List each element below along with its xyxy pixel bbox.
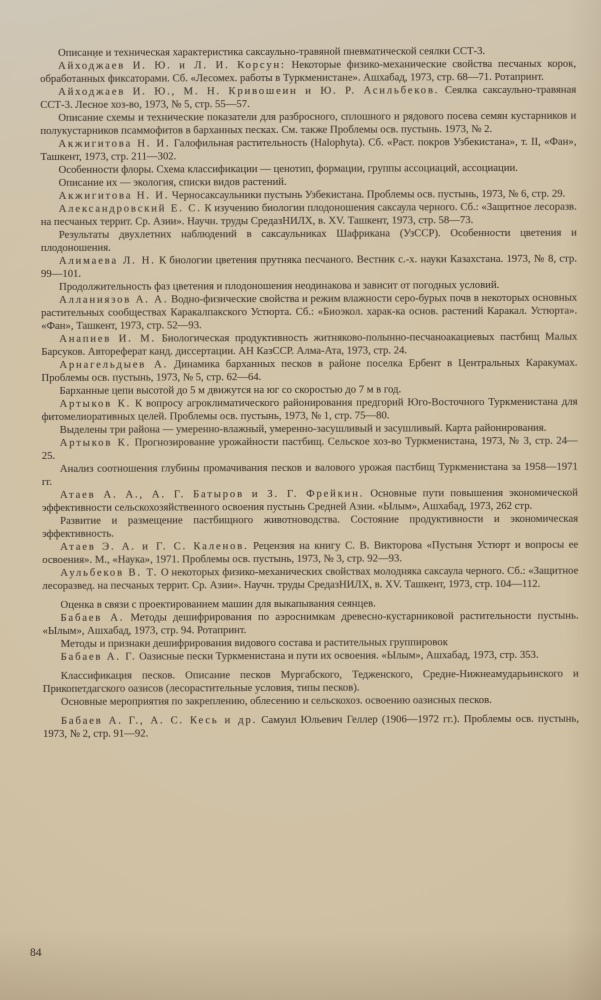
bib-annotation: Описание и техническая характеристика саксаульно-травяной пневматической сеялки ССТ-3. (57, 45, 486, 59)
bib-annotation: Особенности флоры. Схема классификации — ценотип, формации, группы ассоциаций, ассоциации. (58, 161, 518, 176)
author-name: Бабаев А. Г., А. С. Кесь и др. (60, 714, 258, 727)
author-name: Бабаев А. Г. (60, 650, 137, 663)
bib-entry: Анапиев И. М. Биологическая продуктивность житняково-полынно-песчаноакациевых пастбищ Малых Барсуков. Автореферат канд. диссертации. АН КазССР. Алма-Ата, 1973, стр. 24. (41, 330, 578, 358)
bibliography-text (40, 45, 579, 741)
bib-entry: Бабаев А. Г., А. С. Кесь и др. Самуил Юльевич Геллер (1906—1972 гг.). Проблемы осв. пустынь, 1973, № 2, стр. 91—92. (42, 712, 579, 740)
bib-entry: Айходжаев И. Ю. и Л. И. Корсун: Некоторые физико-механические свойства песчаных корок, обработанных фиксаторами. Сб. «Лесомех. работы в Туркменистане». Ашхабад, 1973, стр. 68—71. Ротапринт. (40, 57, 577, 85)
bib-annotation: Методы и признаки дешифрирования видового состава и растительных группировок (60, 636, 448, 650)
bib-entry: Акжигитова Н. И. Галофильная растительность (Halophyta). Сб. «Раст. покров Узбекистана», т. II, «Фан», Ташкент, 1973, стр. 211—302. (40, 135, 577, 163)
bib-annotation: Развитие и размещение пастбищного животноводства. Состояние продуктивности и экономическая эффективность. (42, 512, 579, 540)
author-name: Атаев А. А., А. Г. Батыров и З. Г. Фрейкин. (59, 487, 365, 501)
bib-annotation: Анализ соотношения глубины промачивания песков и валового урожая пастбищ Туркменистана за 1958—1971 гг. (41, 460, 578, 488)
bib-annotation: Оценка в связи с проектированием машин для выкапывания сеянцев. (60, 597, 376, 611)
bib-entry: Артыков К. К вопросу агроклиматического районирования предгорий Юго-Восточного Туркменистана для фитомелиоративных целей. Проблемы осв. пустынь, 1973, № 1, стр. 75—80. (41, 395, 578, 423)
bib-annotation: Основные мероприятия по закреплению, облесению и сельскохоз. освоению оазисных песков. (60, 694, 492, 708)
bib-entry: Айходжаев И. Ю., М. Н. Кривошеин и Ю. Р. Асильбеков. Сеялка саксаульно-травяная ССТ-3. Лесное хоз-во, 1973, № 5, стр. 55—57. (40, 83, 577, 111)
author-name: Александровский Е. С. (58, 202, 202, 215)
author-name: Анапиев И. М. (59, 332, 156, 345)
author-name: Арнагельдыев А. (59, 358, 168, 371)
bib-entry: Артыков К. Прогнозирование урожайности пастбищ. Сельское хоз-во Туркменистана, 1973, № 3, стр. 24—25. (41, 434, 578, 462)
bib-annotation: Барханные цепи высотой до 5 м движутся на юг со скоростью до 7 м в год. (59, 383, 402, 397)
bib-entry: Алланиязов А. А. Водно-физические свойства и режим влажности серо-бурых почв в некоторых основных растительных сообществах Каракалпакского Устюрта. Сб.: «Биоэкол. харак-ка основ. растений Каракал. Устюрта». «Фан», Ташкент, 1973, стр. 52—93. (41, 291, 578, 332)
author-name: Акжигитова Н. И. (58, 137, 171, 150)
bib-entry: Бабаев А. Методы дешифрирования по аэроснимкам древесно-кустарниковой растительности пустынь. «Ылым», Ашхабад, 1973, стр. 94. Ротапринт. (42, 609, 579, 637)
bib-entry: Алимаева Л. Н. К биологии цветения прутняка песчаного. Вестник с.-х. науки Казахстана. 1973, № 8, стр. 99—101. (40, 252, 577, 280)
author-name: Атаев Э. А. и Г. С. Каленов. (60, 540, 249, 553)
page-number: 84 (30, 947, 42, 959)
bib-entry: Аульбеков В. Т. О некоторых физико-механических свойствах молодняка саксаула черного. Сб.: «Защитное лесоразвед. на песчаных террит. Ср. Азии». Научн. труды СредазНИЛХ, в. XV. Ташкент, 1973, стр. 104—112. (42, 564, 579, 592)
bib-entry: Бабаев А. Г. Оазисные пески Туркменистана и пути их освоения. «Ылым», Ашхабад, 1973, стр. 353. (60, 648, 539, 663)
author-name: Артыков К. (59, 436, 131, 449)
author-name: Айходжаев И. Ю., М. Н. Кривошеин и Ю. Р. Асильбеков. (58, 84, 440, 98)
author-name: Акжигитова Н. И. (58, 189, 170, 202)
bib-entry: Арнагельдыев А. Динамика барханных песков в районе поселка Ербент в Центральных Каракумах. Проблемы осв. пустынь, 1973, № 5, стр. 62—64. (41, 356, 578, 384)
bib-annotation: Продолжительность фаз цветения и плодоношения неодинакова и зависит от погодных условий. (59, 278, 500, 293)
author-name: Алланиязов А. А. (59, 293, 169, 306)
bib-entry: Акжигитова Н. И. Черносаксаульники пустынь Узбекистана. Проблемы осв. пустынь, 1973, № 6, стр. 29. (58, 187, 566, 202)
bib-entry: Атаев Э. А. и Г. С. Каленов. Рецензия на книгу С. В. Викторова «Пустыня Устюрт и вопросы ее освоения». М., «Наука», 1971. Проблемы осв. пустынь, 1973, № 3, стр. 92—93. (42, 538, 579, 566)
author-name: Аульбеков В. Т. (60, 566, 159, 579)
author-name: Айходжаев И. Ю. и Л. И. Корсун: (58, 58, 286, 72)
bib-annotation: Описание схемы и технические показатели для разбросного, сплошного и рядового посева семян кустарников и полукустарников псаммофитов в барханных песках. См. также Проблемы осв. пустынь. 1973, № 2. (40, 109, 577, 137)
author-name: Алимаева Л. Н. (58, 254, 156, 267)
bib-annotation: Результаты двухлетних наблюдений в саксаульниках Шафрикана (УзССР). Особенности цветения и плодоношения. (40, 226, 577, 254)
author-name: Артыков К. (59, 397, 132, 410)
bib-entry: Атаев А. А., А. Г. Батыров и З. Г. Фрейкин. Основные пути повышения экономической эффективности сельскохозяйственного освоения пустынь Средней Азии. «Ылым», Ашхабад, 1973, 262 стр. (41, 486, 578, 514)
bib-annotation: Выделены три района — умеренно-влажный, умеренно-засушливый и засушливый. Карта районирования. (59, 421, 547, 436)
bib-annotation: Классификация песков. Описание песков Мургабского, Тедженского, Средне-Нижнеамударьинского и Прикопетдагского оазисов (лесорастительные условия, типы песков). (42, 667, 579, 695)
author-name: Бабаев А. (60, 611, 125, 624)
bib-annotation: Описание их — экология, списки видов растений. (58, 175, 287, 189)
bib-entry: Александровский Е. С. К изучению биологии плодоношения саксаула черного. Сб.: «Защитное лесоразв. на песчаных террит. Ср. Азии». Научн. труды СредазНИЛХ, в. XV. Ташкент, 1973, стр. 58—73. (40, 200, 577, 228)
